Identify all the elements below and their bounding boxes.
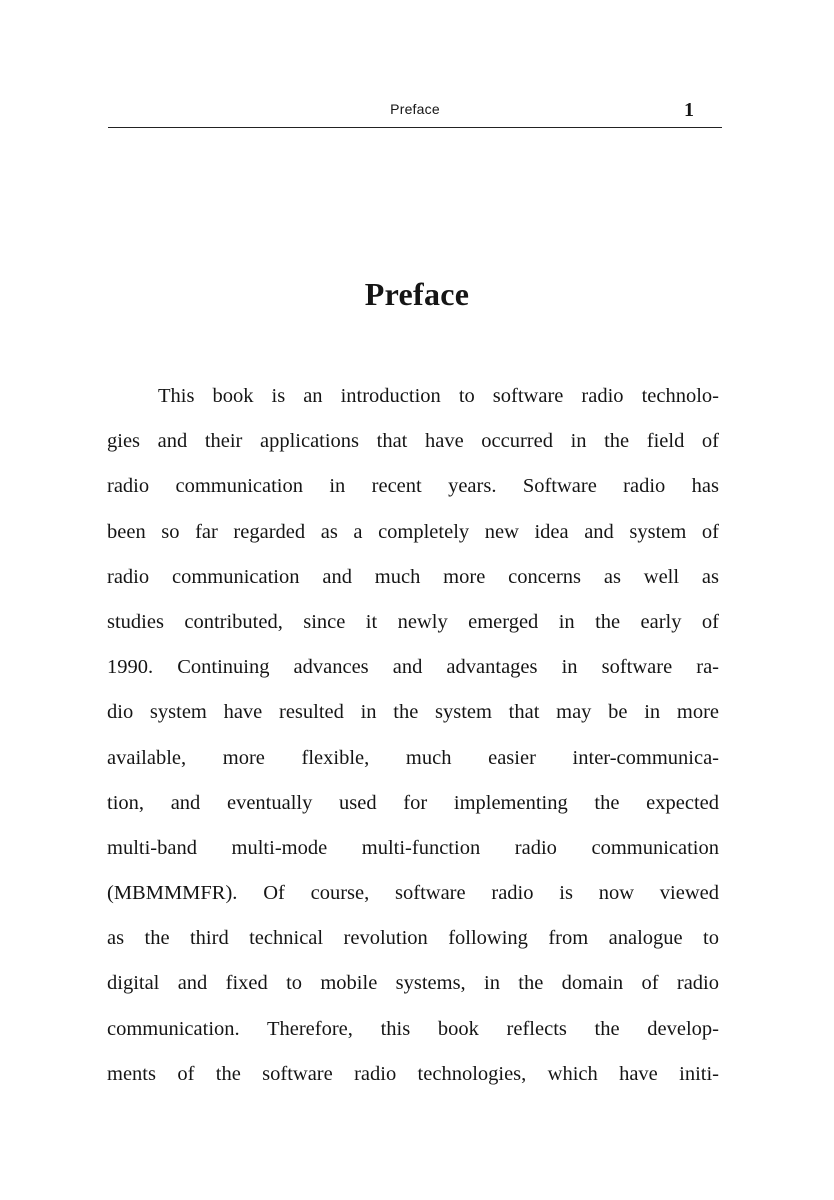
body-line: 1990. Continuing advances and advantages in software ra- [107, 656, 719, 679]
body-line: as the third technical revolution following from analogue to [107, 927, 719, 950]
body-line: radio communication and much more concerns as well as [107, 565, 719, 588]
header-rule [108, 127, 722, 128]
body-line: radio communication in recent years. Software radio has [107, 475, 719, 498]
body-line: digital and fixed to mobile systems, in the domain of radio [107, 972, 719, 995]
body-paragraph [107, 374, 719, 1097]
body-line: tion, and eventually used for implementing the expected [107, 791, 719, 814]
body-line: gies and their applications that have occurred in the field of [107, 430, 719, 453]
body-line: (MBMMMFR). Of course, software radio is now viewed [107, 882, 719, 905]
page-number: 1 [684, 99, 694, 121]
running-title: Preface [390, 101, 440, 117]
body-line: multi-band multi-mode multi-function radio communication [107, 836, 719, 859]
body-line: communication. Therefore, this book reflects the develop- [107, 1017, 719, 1040]
running-header [108, 98, 722, 128]
chapter-title: Preface [364, 276, 470, 312]
body-line: ments of the software radio technologies, which have initi- [107, 1062, 719, 1085]
body-line: This book is an introduction to software radio technolo- [158, 385, 719, 407]
body-line: studies contributed, since it newly emerged in the early of [107, 610, 719, 633]
body-line: available, more flexible, much easier inter-communica- [107, 746, 719, 769]
body-line: been so far regarded as a completely new idea and system of [107, 520, 719, 543]
body-line: dio system have resulted in the system that may be in more [107, 701, 719, 724]
